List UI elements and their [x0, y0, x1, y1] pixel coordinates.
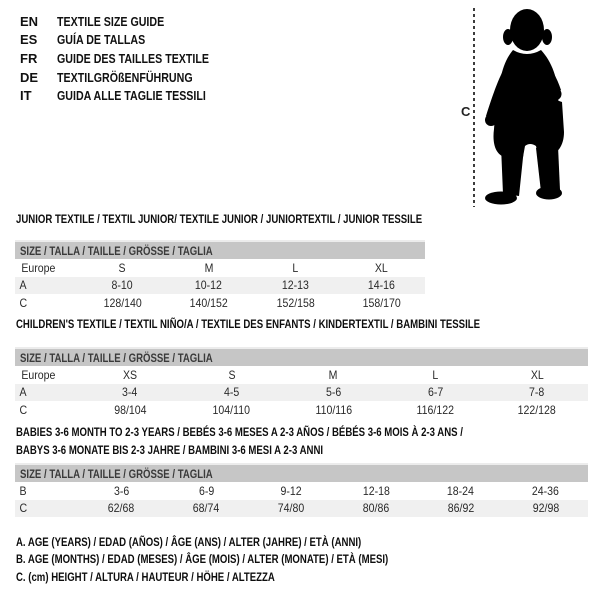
row-label: B — [19, 483, 27, 498]
children-size-table — [15, 347, 588, 419]
size-value-cell: 104/110 — [212, 402, 251, 417]
language-row-es — [20, 31, 242, 50]
row-label: C — [19, 402, 28, 417]
language-code: IT — [20, 88, 32, 104]
table-row — [15, 366, 588, 384]
children-section-title — [16, 315, 596, 333]
height-measure-label: C — [461, 104, 471, 119]
size-value-cell: XS — [122, 367, 137, 382]
size-value-cell: L — [432, 367, 439, 382]
size-value-cell: 158/170 — [362, 295, 401, 310]
size-value-cell: 3-4 — [122, 385, 138, 400]
babies-section-title — [16, 423, 596, 459]
language-code: FR — [20, 50, 38, 66]
language-title: GUIDA ALLE TAGLIE TESSILI — [57, 88, 206, 104]
row-label: Europe — [21, 260, 56, 275]
size-value-cell: 92/98 — [532, 501, 559, 516]
size-value-cell: 8-10 — [111, 278, 133, 293]
language-title-list — [20, 12, 242, 105]
language-code: EN — [20, 13, 39, 29]
note-a: A. AGE (YEARS) / EDAD (AÑOS) / ÂGE (ANS) / ALTER (JAHRE) / ETÀ (ANNI) — [16, 535, 362, 549]
size-value-cell: M — [329, 367, 338, 382]
size-value-cell: L — [292, 260, 299, 275]
size-value-cell: XL — [375, 260, 389, 275]
table-row — [15, 259, 425, 277]
language-row-it — [20, 86, 242, 105]
toddler-silhouette-icon — [483, 6, 599, 210]
language-code: ES — [20, 32, 38, 48]
table-row — [15, 401, 588, 419]
size-value-cell: 12-18 — [362, 483, 390, 498]
section-title-line: BABIES 3-6 MONTH TO 2-3 YEARS / BEBÉS 3-6 MESES A 2-3 AÑOS / BÉBÉS 3-6 MOIS À 2-3 ANS / — [16, 425, 463, 439]
language-code: DE — [20, 69, 39, 85]
size-value-cell: 3-6 — [113, 483, 130, 498]
language-title: GUÍA DE TALLAS — [57, 32, 146, 48]
size-value-cell: 14-16 — [368, 278, 396, 293]
size-value-cell: 68/74 — [193, 501, 220, 516]
junior-section-title — [16, 210, 596, 228]
size-value-cell: 7-8 — [529, 385, 545, 400]
size-value-cell: XL — [530, 367, 544, 382]
size-value-cell: 18-24 — [447, 483, 475, 498]
size-value-cell: M — [204, 260, 214, 275]
size-value-cell: 9-12 — [280, 483, 302, 498]
size-value-cell: 80/86 — [362, 501, 390, 516]
size-value-cell: 4-5 — [224, 385, 240, 400]
size-table-header-label: SIZE / TALLA / TAILLE / GRÖSSE / TAGLIA — [20, 350, 213, 365]
height-measure-dashed-line — [473, 8, 475, 207]
language-title: TEXTILE SIZE GUIDE — [57, 13, 165, 29]
size-value-cell: S — [118, 260, 126, 275]
size-table-header — [15, 347, 588, 366]
size-value-cell: 122/128 — [517, 402, 557, 417]
table-row — [15, 500, 588, 518]
size-value-cell: 62/68 — [108, 501, 135, 516]
note-b: B. AGE (MONTHS) / EDAD (MESES) / ÂGE (MOIS) / ALTER (MONATE) / ETÀ (MESI) — [16, 552, 389, 567]
note-c: C. (cm) HEIGHT / ALTURA / HAUTEUR / HÖHE / ALTEZZA — [16, 569, 275, 584]
size-value-cell: 6-7 — [427, 385, 443, 400]
size-table-header-label: SIZE / TALLA / TAILLE / GRÖSSE / TAGLIA — [20, 243, 213, 258]
row-label: C — [19, 501, 28, 516]
row-label: A — [19, 278, 27, 293]
size-value-cell: 5-6 — [325, 385, 342, 400]
row-label: A — [19, 385, 27, 400]
size-value-cell: 140/152 — [189, 295, 228, 310]
size-value-cell: S — [228, 367, 236, 382]
size-value-cell: 86/92 — [447, 501, 474, 516]
language-row-de — [20, 68, 242, 87]
junior-size-table — [15, 240, 425, 312]
table-row — [15, 294, 425, 312]
height-measure-figure — [450, 4, 600, 212]
size-table-header — [15, 240, 425, 259]
section-title-line: JUNIOR TEXTILE / TEXTIL JUNIOR/ TEXTILE JUNIOR / JUNIORTEXTIL / JUNIOR TESSILE — [16, 212, 423, 226]
row-label: Europe — [21, 367, 56, 382]
size-value-cell: 110/116 — [315, 402, 352, 417]
language-row-en — [20, 12, 242, 31]
size-table-header — [15, 463, 588, 482]
size-value-cell: 152/158 — [276, 295, 315, 310]
table-row — [15, 482, 588, 500]
size-value-cell: 74/80 — [277, 501, 305, 516]
size-value-cell: 116/122 — [416, 402, 454, 417]
language-title: TEXTILGRÖßENFÜHRUNG — [57, 69, 193, 85]
section-title-line: CHILDREN'S TEXTILE / TEXTIL NIÑO/A / TEXTILE DES ENFANTS / KINDERTEXTIL / BAMBINI TESSILE — [16, 317, 481, 331]
size-value-cell: 98/104 — [113, 402, 147, 417]
table-row — [15, 277, 425, 295]
language-row-fr — [20, 49, 242, 68]
section-title-line: BABYS 3-6 MONATE BIS 2-3 JAHRE / BAMBINI 3-6 MESI A 2-3 ANNI — [16, 443, 324, 457]
row-label: C — [19, 295, 28, 310]
table-row — [15, 384, 588, 402]
babies-size-table — [15, 463, 588, 517]
size-value-cell: 12-13 — [281, 278, 309, 293]
legend-notes — [16, 534, 481, 586]
size-value-cell: 6-9 — [198, 483, 214, 498]
size-table-header-label: SIZE / TALLA / TAILLE / GRÖSSE / TAGLIA — [20, 466, 213, 481]
size-value-cell: 10-12 — [195, 278, 223, 293]
size-value-cell: 128/140 — [103, 295, 142, 310]
size-value-cell: 24-36 — [532, 483, 560, 498]
language-title: GUIDE DES TAILLES TEXTILE — [57, 50, 210, 66]
